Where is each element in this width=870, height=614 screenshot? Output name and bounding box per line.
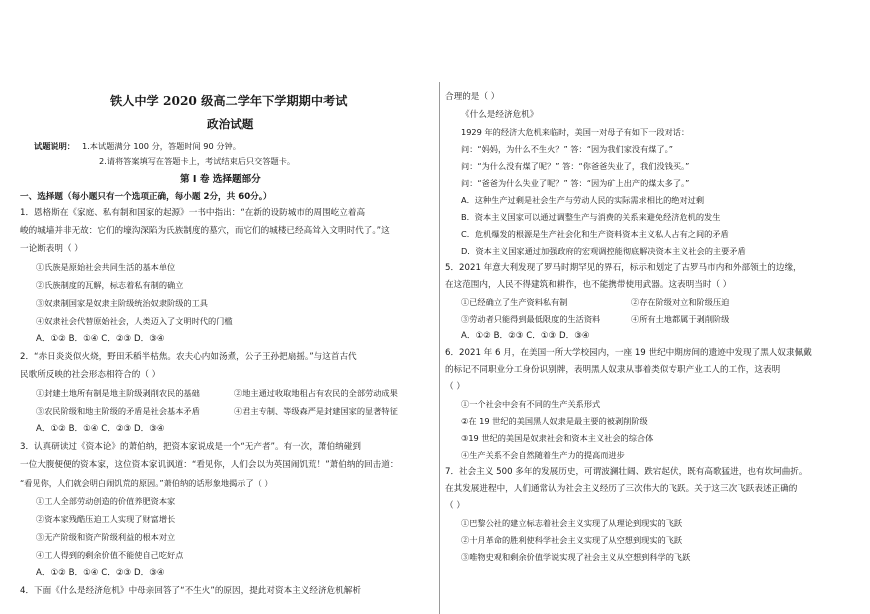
option-line: ①氏族是原始社会共同生活的基本单位 (36, 262, 176, 272)
option-line: ④工人得到的剩余价值不能使自己吃好点 (36, 550, 184, 560)
option-line: ①巴黎公社的建立标志着社会主义实现了从理论到现实的飞跃 (461, 518, 683, 528)
option-line: ④所有土地都属于剥削阶级 (631, 314, 730, 324)
option-line: ③劳动者只能得到最低限度的生活资料 (461, 314, 601, 324)
option-line: ④生产关系不会自然随着生产力的提高而进步 (461, 450, 625, 460)
instruction-2: 2.请将答案填写在答题卡上，考试结束后只交答题卡。 (99, 156, 296, 166)
answer-choices: A．①② B．①④ C．②③ D．③④ (36, 424, 165, 434)
question-text: 一论断表明（ ） (20, 244, 83, 254)
option-line: B．资本主义国家可以通过调整生产与消费的关系来避免经济危机的发生 (461, 212, 721, 222)
question-text: 的标记不同职业分工身份识别牌，表明黑人奴隶从事着类似专职产业工人的工作，这表明 (445, 365, 781, 375)
passage-title: 《什么是经济危机》 (461, 110, 539, 120)
passage-line: 问：“爸爸为什么失业了呢？” 答：“因为矿上出产的煤太多了。” (461, 178, 690, 188)
option-line: ②资本家残酷压迫工人实现了财富增长 (36, 514, 176, 524)
question-text: 3．认真研读过《资本论》的萧伯纳，把资本家说成是一个“无产者”。有一次，萧伯纳碰到 (20, 442, 361, 452)
question-text: 一位大腹便便的资本家，这位资本家讥讽道：“看见你，人们会以为英国闹饥荒！”萧伯纳的回击道： (20, 460, 399, 470)
question-text: 6．2021 年 6 月，在美国一所大学校园内，一座 19 世纪中期房间的遗迹中发现了黑人奴隶佩戴 (445, 348, 812, 358)
passage-line: 问：“妈妈，为什么不生火？” 答：“因为我们家没有煤了。” (461, 144, 673, 154)
question-text: 在这范围内，人民不得建筑和耕作，也不能携带使用武器。这表明当时（ ） (445, 280, 732, 290)
question-text: “看见你，人们就会明白闹饥荒的原因。”萧伯纳的话形象地揭示了（ ） (20, 478, 273, 488)
option-line: ②在 19 世纪的美国黑人奴隶是最主要的被剥削阶级 (461, 416, 648, 426)
option-line: ②十月革命的胜利使科学社会主义实现了从空想到现实的飞跃 (461, 535, 683, 545)
option-line: ①一个社会中会有不同的生产关系形式 (461, 399, 601, 409)
option-line: ③唯物史观和剩余价值学说实现了社会主义从空想到科学的飞跃 (461, 552, 691, 562)
option-line: ④奴隶社会代替原始社会，人类迈入了文明时代的门槛 (36, 316, 233, 326)
answer-choices: A．①② B．①④ C．②③ D．③④ (36, 568, 165, 578)
part-heading: 一、选择题（每小题只有一个选项正确，每小题 2分，共 60分。） (20, 192, 272, 202)
question-text: （ ） (445, 382, 465, 392)
question-text: （ ） (445, 501, 465, 511)
option-line: ③无产阶级和资产阶级利益的根本对立 (36, 532, 176, 542)
option-line: A．这种生产过剩是社会生产与劳动人民的实际需求相比的绝对过剩 (461, 195, 705, 205)
option-line: ②氏族制度的瓦解，标志着私有制的确立 (36, 280, 184, 290)
passage-line: 问：“为什么没有煤了呢？” 答：“你爸爸失业了，我们没钱买。” (461, 161, 690, 171)
option-line: ①已经确立了生产资料私有制 (461, 297, 568, 307)
option-line: ③奴隶制国家是奴隶主阶级统治奴隶阶级的工具 (36, 298, 208, 308)
question-text: 7．社会主义 500 多年的发展历史，可谓波澜壮阔、跌宕起伏，既有高歌猛进，也有坎坷曲折。 (445, 467, 808, 477)
question-text: 峻的城墙并非无故：它们的壕沟深陷为氏族制度的墓穴，而它们的城楼已经高耸入文明时代了。”这 (20, 226, 390, 236)
option-line: ③农民阶级和地主阶级的矛盾是社会基本矛盾 (36, 406, 200, 416)
option-line: ②地主通过收取地租占有农民的全部劳动成果 (234, 388, 398, 398)
option-line: D．资本主义国家通过加强政府的宏观调控能彻底解决资本主义社会的主要矛盾 (461, 246, 746, 256)
question-text: 5．2021 年意大利发现了罗马时期罕见的界石，标示和划定了古罗马市内和外部领土的边缘， (445, 263, 802, 273)
answer-choices: A．①② B．①④ C．②③ D．③④ (36, 334, 165, 344)
exam-title: 铁人中学 2020 级高二学年下学期期中考试 (110, 94, 348, 108)
instructions-label: 试题说明： (34, 141, 75, 151)
question-text: 在其发展进程中，人们通常认为社会主义经历了三次伟大的飞跃。关于这三次飞跃表述正确的 (445, 484, 798, 494)
question-text: 民歌所反映的社会形态相符合的（ ） (20, 370, 161, 380)
option-line: ①工人全部劳动创造的价值养肥资本家 (36, 496, 176, 506)
option-line: ①封建土地所有制是地主阶级剥削农民的基础 (36, 388, 200, 398)
option-line: C．危机爆发的根源是生产社会化和生产资料资本主义私人占有之间的矛盾 (461, 229, 729, 239)
question-text: 4．下面《什么是经济危机》中母亲回答了“不生火”的原因，提此对资本主义经济危机解析 (20, 586, 361, 596)
answer-choices: A．①② B．②③ C．①③ D．③④ (461, 331, 590, 341)
question-text: 1．恩格斯在《家庭、私有制和国家的起源》一书中指出：“在新的设防城市的周围屹立着高 (20, 208, 366, 218)
exam-subject: 政治试题 (207, 117, 254, 131)
passage-line: 1929 年的经济大危机来临时，美国一对母子有如下一段对话： (461, 127, 690, 137)
section-title: 第 I 卷 选择题部分 (180, 174, 261, 185)
question-text: 合理的是（ ） (445, 92, 500, 102)
option-line: ④君主专制、等级森严是封建国家的显著特征 (234, 406, 398, 416)
option-line: ②存在阶级对立和阶级压迫 (631, 297, 730, 307)
instruction-1: 1.本试题满分 100 分，答题时间 90 分钟。 (82, 141, 241, 151)
option-line: ③19 世纪的美国是奴隶社会和资本主义社会的综合体 (461, 433, 654, 443)
column-divider (439, 82, 440, 614)
question-text: 2．“赤日炎炎似火烧，野田禾稻半枯焦。农夫心内如汤煮，公子王孙把扇摇。”与这首古代 (20, 352, 357, 362)
